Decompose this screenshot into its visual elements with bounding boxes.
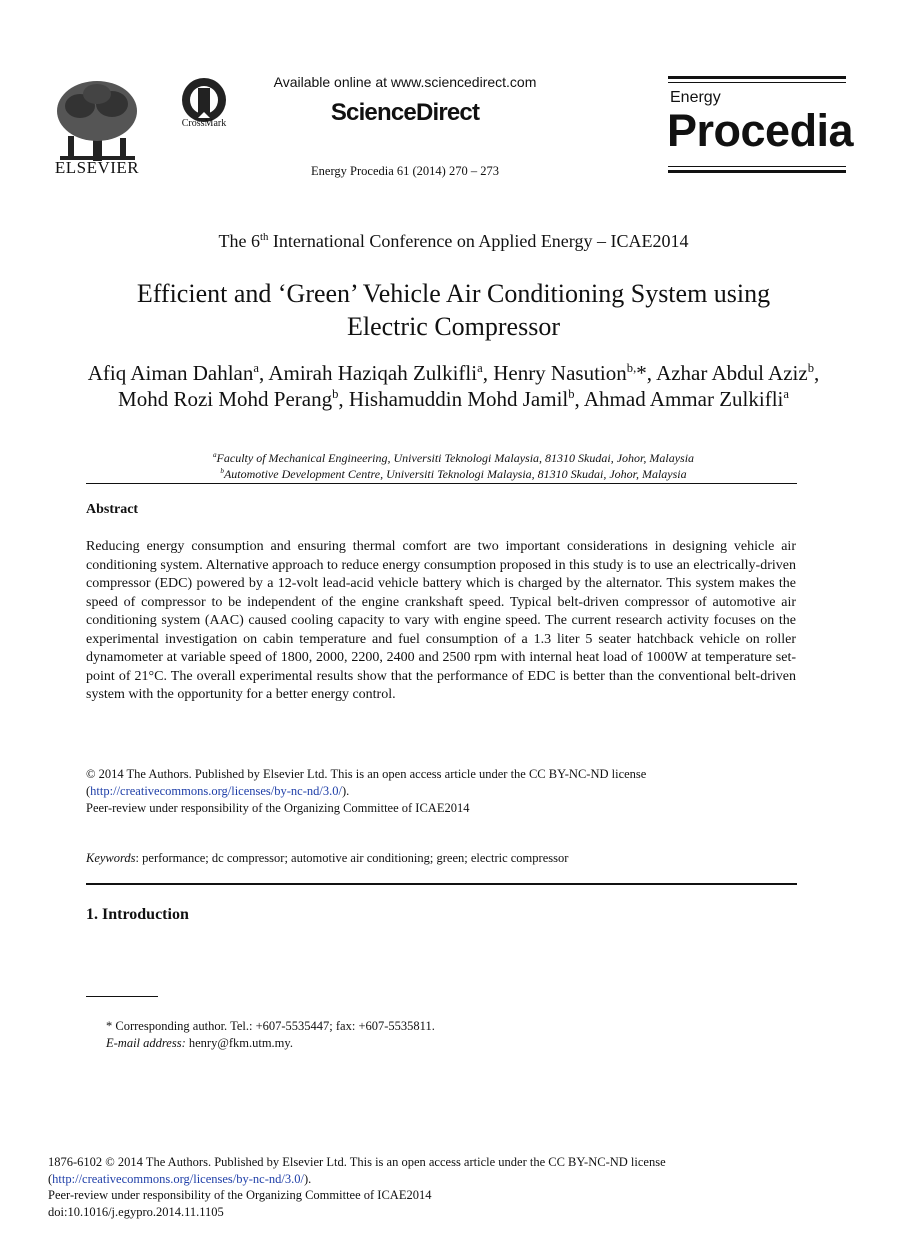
divider [86, 883, 797, 885]
journal-rule [668, 82, 846, 83]
publisher-name: ELSEVIER [54, 158, 140, 177]
keywords: Keywords: performance; dc compressor; automotive air conditioning; green; electric compressor [86, 851, 569, 865]
author: Azhar Abdul Aziz$^b$, [656, 361, 820, 385]
journal-rule [668, 170, 846, 173]
footer-license-link[interactable]: http://creativecommons.org/licenses/by-nc-nd/3.0/ [52, 1171, 304, 1186]
section-heading: 1. Introduction [86, 906, 189, 923]
license-line: (http://creativecommons.org/licenses/by-nc-nd/3.0/). [86, 784, 350, 798]
title-line-2: Electric Compressor [347, 312, 560, 341]
email-address[interactable]: henry@fkm.utm.my. [185, 1036, 293, 1050]
divider [86, 483, 797, 484]
author: Hishamuddin Mohd Jamil$^b$, [348, 387, 584, 411]
crossmark-label: CrossMark [181, 118, 227, 129]
license-link[interactable]: http://creativecommons.org/licenses/by-nc-nd/3.0/ [90, 784, 342, 798]
journal-logo-small: Energy [670, 89, 721, 106]
title-line-1: Efficient and ‘Green’ Vehicle Air Conditioning System using [136, 279, 771, 308]
author: Mohd Rozi Mohd Perang$^b$, [118, 387, 349, 411]
author: Afiq Aiman Dahlan$^a$, [87, 361, 269, 385]
copyright-line: © 2014 The Authors. Published by Elsevier Ltd. This is an open access article under the CC BY-NC-ND license [86, 767, 647, 781]
keywords-label: Keywords [86, 851, 136, 865]
affiliations [60, 450, 847, 482]
email-line: E-mail address: henry@fkm.utm.my. [106, 1036, 293, 1050]
journal-rule [668, 166, 846, 167]
footer-peer-review: Peer-review under responsibility of the Organizing Committee of ICAE2014 [48, 1188, 432, 1202]
abstract-heading: Abstract [86, 502, 139, 517]
journal-reference: Energy Procedia 61 (2014) 270 – 273 [311, 164, 499, 178]
author: Ahmad Ammar Zulkifli$^a$ [583, 387, 789, 411]
peer-review-line: Peer-review under responsibility of the Organizing Committee of ICAE2014 [86, 801, 470, 815]
journal-rule [668, 76, 846, 79]
sciencedirect-logo: ScienceDirect [330, 99, 480, 126]
copyright-notice [86, 766, 796, 817]
conference-name: The 6th International Conference on Applied Energy – ICAE2014 [218, 231, 689, 251]
footer-copyright: 1876-6102 © 2014 The Authors. Published by Elsevier Ltd. This is an open access article under the CC BY-NC-ND license [48, 1155, 666, 1169]
footnote [106, 1018, 796, 1052]
paper-title [60, 277, 847, 343]
available-online: Available online at www.sciencedirect.com [273, 74, 537, 90]
footer-license: (http://creativecommons.org/licenses/by-nc-nd/3.0/). [48, 1171, 312, 1186]
author: Henry Nasution$^{b,}$*, [493, 361, 657, 385]
corresponding-author: * Corresponding author. Tel.: +607-5535447; fax: +607-5535811. [106, 1019, 435, 1033]
footnote-rule [86, 996, 158, 997]
journal-logo-large: Procedia [667, 105, 854, 156]
author: Amirah Haziqah Zulkifli$^a$, [268, 361, 494, 385]
affiliation: $^b$Automotive Development Centre, Universiti Teknologi Malaysia, 81310 Skudai, Johor, Malaysia [220, 467, 687, 481]
abstract-text: Reducing energy consumption and ensuring thermal comfort are two important considerations in designing vehicle air conditioning system. Alternative approach to reduce energy consumption proposed in this study is to use an electrically-driven compressor (EDC) powered by a 12-volt lead-acid vehicle battery which is charged by the alternator. This system makes the speed of compressor to be independent of the engine crankshaft speed. Typical belt-driven compressor of automotive air conditioning system (AAC) caused cooling capacity to vary with engine speed. The current research activity focuses on the experimental investigation on cabin temperature and fuel consumption of a 1.3 liter 5 seater hatchback vehicle on roller dynamometer at variable speed of 1800, 2000, 2200, 2400 and 2500 rpm with internal heat load of 1000W at temperature set-point of 21°C. The overall experimental results show that the performance of EDC is better than the conventional belt-driven system with the opportunity for a better energy control. [86, 539, 796, 702]
affiliation: $^a$Faculty of Mechanical Engineering, Universiti Teknologi Malaysia, 81310 Skudai, Johor, Malaysia [212, 451, 695, 465]
doi[interactable]: doi:10.1016/j.egypro.2014.11.1105 [48, 1204, 224, 1219]
author-list [80, 360, 827, 412]
page-footer [48, 1154, 868, 1220]
